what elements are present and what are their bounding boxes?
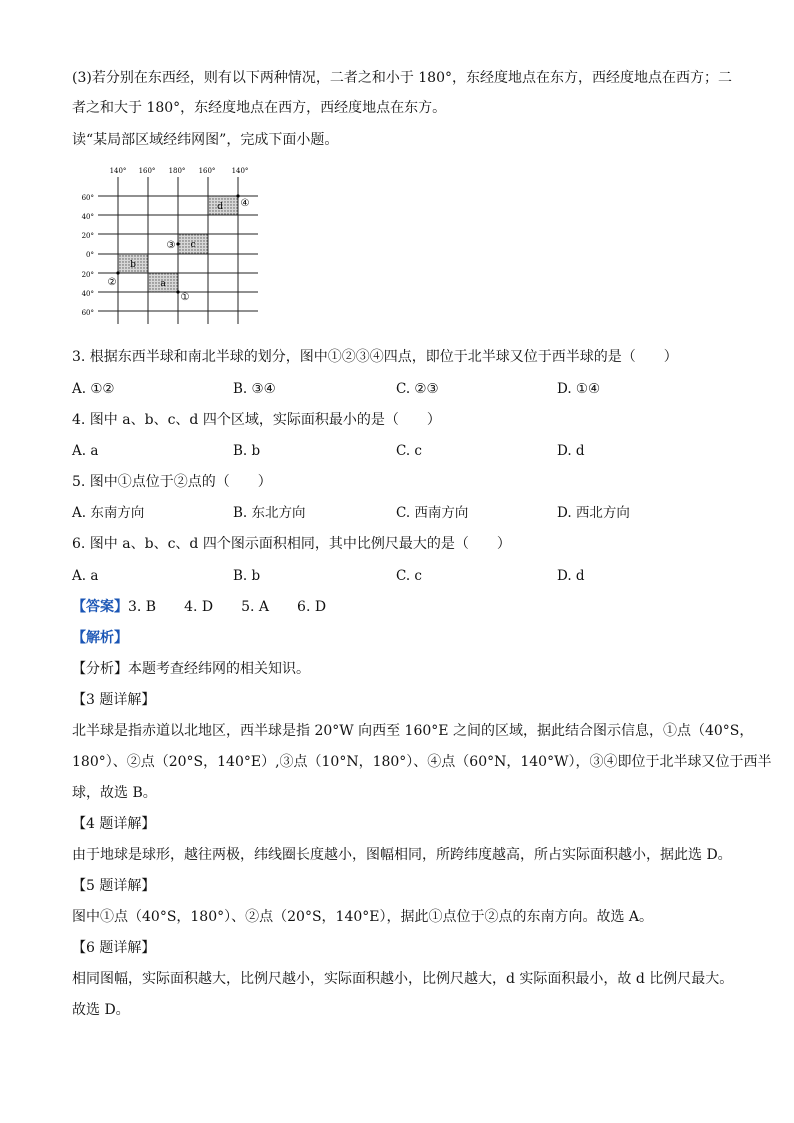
lat-label-1: 60° bbox=[81, 194, 94, 202]
answer-row bbox=[72, 597, 326, 617]
question-5-option-b[interactable]: B. 东北方向 bbox=[233, 505, 306, 521]
point-3-dot bbox=[176, 242, 179, 245]
point-3-label: ③ bbox=[166, 240, 176, 251]
question-6-option-c[interactable]: C. c bbox=[396, 568, 422, 584]
lat-label-6: 40° bbox=[81, 290, 94, 298]
analysis-label: 【解析】 bbox=[72, 630, 128, 646]
lon-label-2: 160° bbox=[138, 167, 156, 175]
lat-long-grid-figure bbox=[74, 162, 264, 324]
intro-line-1: (3)若分别在东西经，则有以下两种情况，二者之和小于 180°，东经度地点在东方，西经度地点在西方；二 bbox=[72, 70, 733, 86]
question-3-option-c[interactable]: C. ②③ bbox=[396, 381, 439, 397]
intro-line-2: 者之和大于 180°，东经度地点在西方，西经度地点在东方。 bbox=[72, 100, 447, 116]
detail-5-title: 【5 题详解】 bbox=[72, 878, 156, 894]
question-5-stem: 5. 图中①点位于②点的（ ） bbox=[72, 474, 272, 490]
detail-6-title: 【6 题详解】 bbox=[72, 940, 156, 956]
grid-svg bbox=[74, 162, 264, 324]
question-6-option-b[interactable]: B. b bbox=[233, 568, 261, 584]
lon-label-4: 160° bbox=[198, 167, 216, 175]
point-4-dot bbox=[236, 194, 239, 197]
lon-label-1: 140° bbox=[109, 167, 127, 175]
point-1-label: ① bbox=[180, 292, 190, 303]
question-6-option-a[interactable]: A. a bbox=[72, 568, 99, 584]
answer-value: 3. B 4. D 5. A 6. D bbox=[128, 599, 327, 615]
lat-label-5: 20° bbox=[81, 271, 94, 279]
detail-6-line-2: 故选 D。 bbox=[72, 1002, 130, 1018]
question-4-stem: 4. 图中 a、b、c、d 四个区域，实际面积最小的是（ ） bbox=[72, 412, 441, 428]
region-label-b: b bbox=[130, 260, 136, 270]
lat-label-2: 40° bbox=[81, 213, 94, 221]
region-label-d: d bbox=[217, 202, 223, 212]
detail-3-line-2: 180°）、②点（20°S，140°E）,③点（10°N，180°）、④点（60°N，140°W），③④即位于北半球又位于西半 bbox=[72, 754, 772, 770]
point-1-dot bbox=[176, 290, 179, 293]
point-4-label: ④ bbox=[240, 198, 250, 209]
point-2-label: ② bbox=[107, 277, 117, 288]
detail-5-line-1: 图中①点（40°S，180°）、②点（20°S，140°E），据此①点位于②点的东南方向。故选 A。 bbox=[72, 909, 654, 925]
question-5-option-c[interactable]: C. 西南方向 bbox=[396, 505, 469, 521]
region-label-c: c bbox=[190, 240, 196, 250]
detail-6-line-1: 相同图幅，实际面积越大，比例尺越小，实际面积越小，比例尺越大，d 实际面积最小，故 d 比例尺最大。 bbox=[72, 971, 734, 987]
reading-instruction: 读“某局部区域经纬网图”，完成下面小题。 bbox=[72, 132, 339, 148]
question-5-option-a[interactable]: A. 东南方向 bbox=[72, 505, 145, 521]
analysis-summary: 【分析】本题考查经纬网的相关知识。 bbox=[72, 661, 310, 677]
region-label-a: a bbox=[160, 279, 166, 289]
detail-4-line-1: 由于地球是球形，越往两极，纬线圈长度越小，图幅相同，所跨纬度越高，所占实际面积越小，据此选 D。 bbox=[72, 847, 732, 863]
detail-4-title: 【4 题详解】 bbox=[72, 816, 156, 832]
detail-3-line-3: 球，故选 B。 bbox=[72, 785, 157, 801]
lat-label-7: 60° bbox=[81, 309, 94, 317]
lat-label-3: 20° bbox=[81, 232, 94, 240]
lon-label-3: 180° bbox=[168, 167, 186, 175]
lon-label-5: 140° bbox=[231, 167, 249, 175]
question-3-option-a[interactable]: A. ①② bbox=[72, 381, 115, 397]
detail-3-title: 【3 题详解】 bbox=[72, 692, 156, 708]
question-4-option-d[interactable]: D. d bbox=[557, 443, 585, 459]
detail-3-line-1: 北半球是指赤道以北地区，西半球是指 20°W 向西至 160°E 之间的区域，据此结合图示信息，①点（40°S， bbox=[72, 723, 754, 739]
answer-label: 【答案】 bbox=[72, 599, 128, 615]
question-4-option-c[interactable]: C. c bbox=[396, 443, 422, 459]
question-3-option-b[interactable]: B. ③④ bbox=[233, 381, 276, 397]
region-d bbox=[208, 196, 238, 215]
question-3-stem: 3. 根据东西半球和南北半球的划分，图中①②③④四点，即位于北半球又位于西半球的是（ ） bbox=[72, 349, 678, 365]
question-6-stem: 6. 图中 a、b、c、d 四个图示面积相同，其中比例尺最大的是（ ） bbox=[72, 536, 511, 552]
point-2-dot bbox=[116, 271, 119, 274]
question-4-option-b[interactable]: B. b bbox=[233, 443, 261, 459]
lat-label-4: 0° bbox=[86, 251, 94, 259]
question-4-option-a[interactable]: A. a bbox=[72, 443, 99, 459]
question-3-option-d[interactable]: D. ①④ bbox=[557, 381, 601, 397]
question-6-option-d[interactable]: D. d bbox=[557, 568, 585, 584]
question-5-option-d[interactable]: D. 西北方向 bbox=[557, 505, 630, 521]
